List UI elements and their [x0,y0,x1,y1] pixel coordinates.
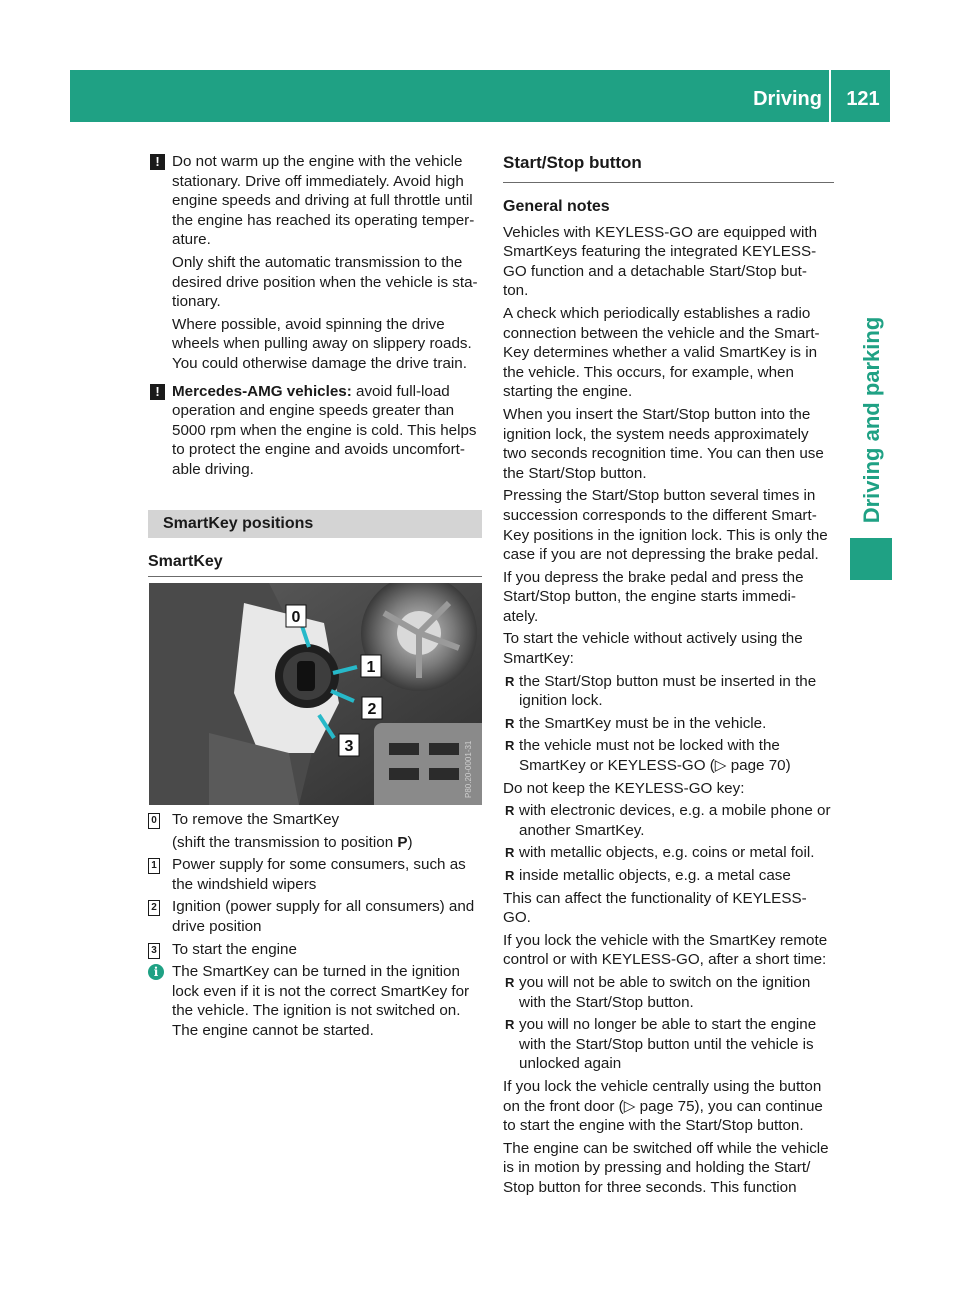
bullet-text: with electronic devices, e.g. a mobile phone or another SmartKey. [519,802,831,839]
bullet-item [503,672,834,711]
side-tab-label: Driving and parking [859,316,885,524]
left-column [148,152,482,483]
warning-icon: ! [150,154,165,170]
legend-number: 2 [148,900,160,916]
body-paragraph: Vehicles with KEYLESS-GO are equipped with SmartKeys featuring the integrated KEYLESS- GO function and a detachable Start/Stop but- ton. [503,223,818,300]
bullet-item [503,843,834,863]
console-button [389,743,419,755]
warning-note-engine [148,152,482,374]
legend-number: 3 [148,943,160,959]
body-paragraph: A check which periodically establishes a radio connection between the vehicle and the Smart- Key determines whether a valid SmartKey is in the vehicle. This occurs, for example, when starting the engine. [503,304,820,401]
bullet-mark: R [505,673,515,689]
bullet-mark: R [505,715,515,731]
bullet-mark: R [505,803,515,819]
bullet-item [503,1015,834,1074]
bullet-mark: R [505,738,515,754]
legend-text-bold: P [397,833,408,851]
bullet-item [503,866,834,886]
section-heading [148,510,482,538]
bullet-mark: R [505,845,515,861]
callout-2: 2 [367,701,377,718]
body-paragraph: If you depress the brake pedal and press the Start/Stop button, the engine starts immedi- ately. [503,568,804,625]
section-heading-text: SmartKey positions [163,515,314,532]
warning-body: avoid full-load operation and engine speeds greater than 5000 rpm when the engine is cold. This helps to protect the engine and avoids uncomfort- able driving. [172,382,477,478]
bullet-item [503,973,834,1012]
info-icon: i [148,964,164,980]
bullet-text: with metallic objects, e.g. coins or metal foil. [519,844,815,862]
bullet-text: you will not be able to switch on the ignition with the Start/Stop button. [519,973,811,1011]
bullet-text: you will no longer be able to start the engine with the Start/Stop button until the vehicle is unlocked again [519,1016,817,1073]
legend-text [172,833,482,853]
figure-legend [148,810,482,1044]
bullet-mark: R [505,1017,515,1033]
body-paragraph: The engine can be switched off while the vehicle is in motion by pressing and holding the Start/ Stop button for three seconds. This function [503,1139,829,1196]
body-paragraph: When you insert the Start/Stop button into the ignition lock, the system needs approximately two seconds recognition time. You can then use the Start/Stop button. [503,405,824,482]
section-title-start-stop: Start/Stop button [503,152,834,183]
warning-icon: ! [150,384,165,400]
section-title: Driving [753,88,822,110]
body-paragraph: Do not keep the KEYLESS-GO key: [503,779,745,797]
bullet-item [503,736,834,775]
console-button [389,768,419,780]
info-note [148,962,482,1040]
header-divider [829,70,831,122]
legend-text-part: (shift the transmission to position [172,833,398,851]
page-number: 121 [846,88,880,110]
bullet-mark: R [505,974,515,990]
info-text: The SmartKey can be turned in the ignition lock even if it is not the correct SmartKey for the vehicle. The ignition is not switched on. The engine cannot be started. [172,963,470,1039]
legend-text: Ignition (power supply for all consumers) and drive position [172,898,475,935]
image-code: P80.20-0001-31 [464,740,473,798]
bullet-item [503,714,834,734]
warning-text [172,382,482,480]
legend-text: To start the engine [172,940,297,958]
warning-lead: Mercedes-AMG vehicles: [172,382,352,400]
body-paragraph: Pressing the Start/Stop button several times in succession corresponds to the different Smart- Key positions in the ignition lock. This is only the case if you are not depressing the brake pedal. [503,487,828,564]
smartkey-ignition-photo [149,583,482,805]
body-paragraph-page-ref[interactable]: If you lock the vehicle centrally using the button on the front door (▷ page 75), you can continue to start the engine with the Start/Stop button. [503,1077,823,1135]
bullet-item [503,801,834,840]
callout-1: 1 [366,659,376,676]
warning-text: Do not warm up the engine with the vehicle stationary. Drive off immediately. Avoid high engine speeds and driving at full throttle until the engine has reached its operating temper- ature. [172,153,475,249]
body-paragraph: This can affect the functionality of KEYLESS-GO. [503,889,807,927]
right-column [503,152,834,1201]
legend-number: 1 [148,858,160,874]
side-tab-marker [850,538,892,580]
legend-text: Power supply for some consumers, such as the windshield wipers [172,856,466,893]
bullet-text: the Start/Stop button must be inserted in the ignition lock. [519,672,817,710]
legend-item [148,897,482,936]
bullet-mark: R [505,868,515,883]
subsection-title: General notes [503,198,610,215]
warning-text: Only shift the automatic transmission to the desired drive position when the vehicle is sta- tionary. [172,253,478,311]
warning-text: Where possible, avoid spinning the drive wheels when pulling away on slippery roads. You could otherwise damage the drive train. [172,315,472,372]
legend-item [148,810,482,852]
legend-text: To remove the SmartKey [172,811,340,828]
callout-0: 0 [291,609,301,626]
ignition-illustration [149,583,482,805]
console-button [429,743,459,755]
legend-item [148,940,482,960]
bullet-text: inside metallic objects, e.g. a metal case [519,867,791,884]
bullet-text: the SmartKey must be in the vehicle. [519,714,767,732]
bullet-text-page-ref[interactable]: the vehicle must not be locked with the SmartKey or KEYLESS-GO (▷ page 70) [519,737,791,775]
body-paragraph: To start the vehicle without actively using the SmartKey: [503,630,803,668]
smartkey [297,661,315,691]
callout-3: 3 [344,738,354,755]
legend-number: 0 [148,813,160,829]
legend-text-tail: ) [407,833,413,851]
warning-note-amg [148,382,482,480]
legend-item [148,855,482,894]
body-paragraph: If you lock the vehicle with the SmartKey remote control or with KEYLESS-GO, after a short time: [503,931,828,969]
sub-heading: SmartKey [148,552,482,577]
console-button [429,768,459,780]
